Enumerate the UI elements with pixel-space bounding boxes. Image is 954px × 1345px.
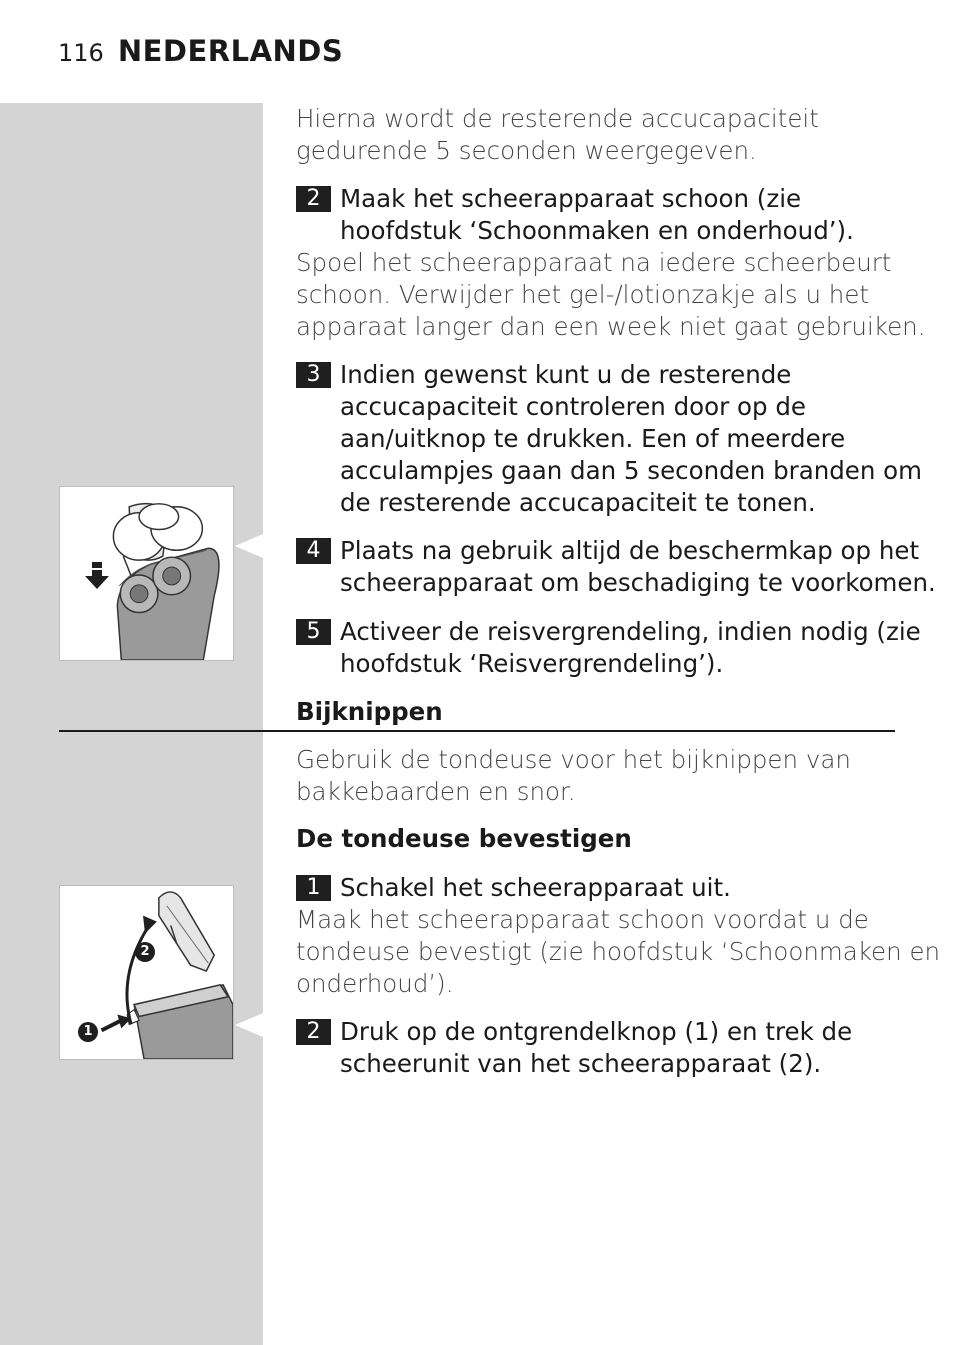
down-arrow-icon <box>82 560 112 590</box>
step-5-travel-lock <box>296 616 921 680</box>
figure-remove-shaving-unit <box>59 885 234 1060</box>
step-number: 4 <box>296 538 331 564</box>
step-note: tondeuse bevestigt (zie hoofdstuk ‘Schoonmaken en <box>296 937 941 966</box>
step-note: schoon. Verwijder het gel-/lotionzakje als u het <box>296 280 870 309</box>
subsection-heading: De tondeuse bevestigen <box>296 824 632 853</box>
text-line: Gebruik de tondeuse voor het bijknippen van <box>296 745 851 774</box>
step-number: 2 <box>296 1019 331 1045</box>
step-number: 1 <box>296 875 331 901</box>
step-2-clean <box>296 183 926 343</box>
step-line: acculampjes gaan dan 5 seconden branden om <box>340 456 923 485</box>
step-line: accucapaciteit controleren door op de <box>340 392 806 421</box>
intro-paragraph <box>296 103 896 167</box>
section-divider <box>59 730 895 732</box>
step-note: onderhoud’). <box>296 969 454 998</box>
text-line: bakkebaarden en snor. <box>296 777 576 806</box>
step-note: Spoel het scheerapparaat na iedere scheerbeurt <box>296 248 892 277</box>
text-line: Hierna wordt de resterende accucapaciteit <box>296 104 819 133</box>
step-line: Schakel het scheerapparaat uit. <box>340 873 731 902</box>
figure-pointer <box>235 534 263 558</box>
step-note: apparaat langer dan een week niet gaat gebruiken. <box>296 312 926 341</box>
page-number: 116 <box>58 39 104 67</box>
step-number: 2 <box>296 186 331 212</box>
step-number: 3 <box>296 362 331 388</box>
step-line: Druk op de ontgrendelknop (1) en trek de <box>340 1017 853 1046</box>
step-line: Plaats na gebruik altijd de beschermkap op het <box>340 536 920 565</box>
step-2-remove-unit <box>296 1016 906 1080</box>
step-1-switch-off <box>296 872 941 1000</box>
figure-shaver-cap <box>59 486 234 661</box>
step-number: 5 <box>296 619 331 645</box>
page-language-title: NEDERLANDS <box>117 34 344 68</box>
text-line: gedurende 5 seconden weergegeven. <box>296 136 757 165</box>
page-header <box>58 34 343 74</box>
callout-1: 1 <box>78 1022 98 1042</box>
step-line: Maak het scheerapparaat schoon (zie <box>340 184 802 213</box>
callout-2: 2 <box>135 942 155 962</box>
sidebar-panel <box>0 103 263 1345</box>
step-line: scheerapparaat om beschadiging te voorkomen. <box>340 568 936 597</box>
step-line: hoofdstuk ‘Schoonmaken en onderhoud’). <box>340 216 854 245</box>
figure-pointer <box>235 1013 263 1037</box>
step-3-battery-check <box>296 359 923 519</box>
step-line: scheerunit van het scheerapparaat (2). <box>340 1049 822 1078</box>
step-line: de resterende accucapaciteit te tonen. <box>340 488 816 517</box>
step-note: Maak het scheerapparaat schoon voordat u de <box>296 905 869 934</box>
step-line: Activeer de reisvergrendeling, indien nodig (zie <box>340 617 921 646</box>
step-line: aan/uitknop te drukken. Een of meerdere <box>340 424 846 453</box>
section-paragraph <box>296 744 896 808</box>
step-line: Indien gewenst kunt u de resterende <box>340 360 792 389</box>
section-heading-bijknippen: Bijknippen <box>296 697 443 726</box>
step-line: hoofdstuk ‘Reisvergrendeling’). <box>340 649 724 678</box>
step-4-protection-cap <box>296 535 936 599</box>
